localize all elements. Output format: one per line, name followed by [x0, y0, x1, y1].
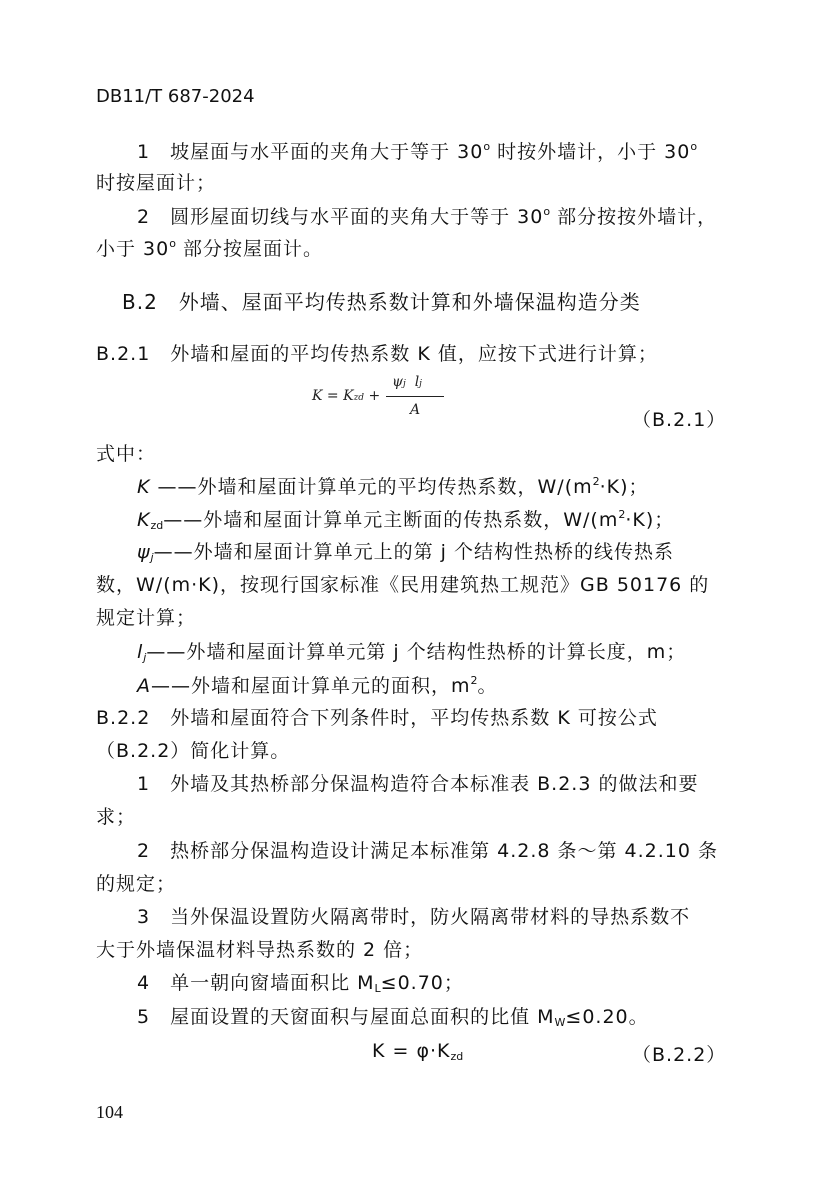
condition-1-line-2: 求； [96, 806, 137, 828]
clause-b22-line-2: （B.2.2）简化计算。 [96, 740, 291, 762]
condition-3-line-1: 3 当外保温设置防火隔离带时，防火隔离带材料的导热系数不 [137, 906, 691, 928]
text-span: ·K)； [625, 509, 675, 531]
paragraph-item-2-line-1 [137, 205, 717, 229]
text-span: 部分按屋面计。 [175, 238, 323, 260]
condition-2-line-2: 的规定； [96, 873, 177, 895]
degree-mark: o [483, 140, 491, 153]
symbol: ψ [137, 541, 151, 563]
definition-a [137, 674, 498, 698]
text-span: ·K)； [599, 476, 649, 498]
definition-l [137, 641, 686, 664]
clause-b21: B.2.1 外墙和屋面的平均传热系数 K 值，应按下式进行计算； [96, 343, 658, 365]
formula-b22 [372, 1040, 463, 1063]
paragraph-item-1-line-1 [137, 140, 697, 164]
definition-kzd [137, 508, 674, 532]
paragraph-item-2-line-2 [96, 237, 323, 261]
condition-1-line-1: 1 外墙及其热桥部分保温构造符合本标准表 B.2.3 的做法和要 [137, 773, 699, 795]
text-span: ——外墙和屋面计算单元上的第 j 个结构性热桥的线传热系 [153, 541, 674, 563]
subscript: L [374, 982, 381, 995]
formula-lhs: K = Kzd + [312, 388, 381, 404]
degree-mark: o [169, 237, 176, 250]
where-label: 式中： [96, 443, 157, 465]
symbol: K [137, 476, 151, 498]
formula-denominator: A [410, 402, 421, 418]
symbol: A [137, 675, 151, 697]
symbol: l [137, 641, 144, 663]
document-code: DB11/T 687-2024 [96, 86, 255, 107]
subscript: W [554, 1016, 566, 1029]
text-span: 4 单一朝向窗墙面积比 M [137, 972, 375, 994]
text-span: 小于 30 [96, 238, 170, 260]
condition-4 [137, 972, 464, 995]
text-span: ——外墙和屋面计算单元主断面的传热系数，W/(m [163, 509, 619, 531]
text-span: 1 坡屋面与水平面的夹角大于等于 30 [137, 141, 484, 163]
symbol: K [137, 509, 151, 531]
text-span: ≤0.70； [380, 972, 464, 994]
fraction-bar [386, 396, 444, 397]
text-span: ——外墙和屋面计算单元的平均传热系数，W/(m [150, 476, 593, 498]
condition-5 [137, 1006, 649, 1029]
degree-mark: o [543, 205, 551, 218]
definition-psi-line-3: 规定计算； [96, 607, 197, 629]
text-span: K = φ·K [372, 1040, 451, 1062]
formula-numerator: ψj lj [392, 374, 422, 390]
section-heading-b2: B.2 外墙、屋面平均传热系数计算和外墙保温构造分类 [122, 290, 641, 314]
page-number: 104 [96, 1102, 123, 1122]
definition-psi-line-1 [137, 541, 674, 564]
text-span: 2 圆形屋面切线与水平面的夹角大于等于 30 [137, 206, 544, 228]
equation-label-b22: （B.2.2） [632, 1044, 727, 1066]
degree-mark: o [690, 140, 698, 153]
subscript: zd [450, 1050, 464, 1063]
clause-b22-line-1: B.2.2 外墙和屋面符合下列条件时，平均传热系数 K 可按公式 [96, 707, 658, 729]
superscript: 2 [470, 674, 478, 687]
text-span: 部分按按外墙计， [550, 206, 718, 228]
text-span: ——外墙和屋面计算单元的面积，m [151, 675, 471, 697]
subscript: zd [150, 519, 164, 532]
subscript: j [143, 651, 147, 664]
condition-3-line-2: 大于外墙保温材料导热系数的 2 倍； [96, 939, 424, 961]
text-span: 5 屋面设置的天窗面积与屋面总面积的比值 M [137, 1006, 555, 1028]
definition-psi-line-2: 数，W/(m·K)，按现行国家标准《民用建筑热工规范》GB 50176 的 [96, 574, 710, 596]
superscript: 2 [592, 475, 600, 488]
equation-label-b21: （B.2.1） [632, 409, 727, 431]
definition-k [137, 475, 649, 499]
text-span: 时按外墙计，小于 30 [490, 141, 691, 163]
paragraph-item-1-line-2: 时按屋面计； [96, 172, 217, 194]
text-span: ≤0.20。 [565, 1006, 649, 1028]
subscript: j [150, 551, 154, 564]
condition-2-line-1: 2 热桥部分保温构造设计满足本标准第 4.2.8 条～第 4.2.10 条 [137, 840, 719, 862]
text-span: ——外墙和屋面计算单元第 j 个结构性热桥的计算长度，m； [146, 641, 687, 663]
text-span: 。 [477, 675, 498, 697]
superscript: 2 [618, 508, 626, 521]
